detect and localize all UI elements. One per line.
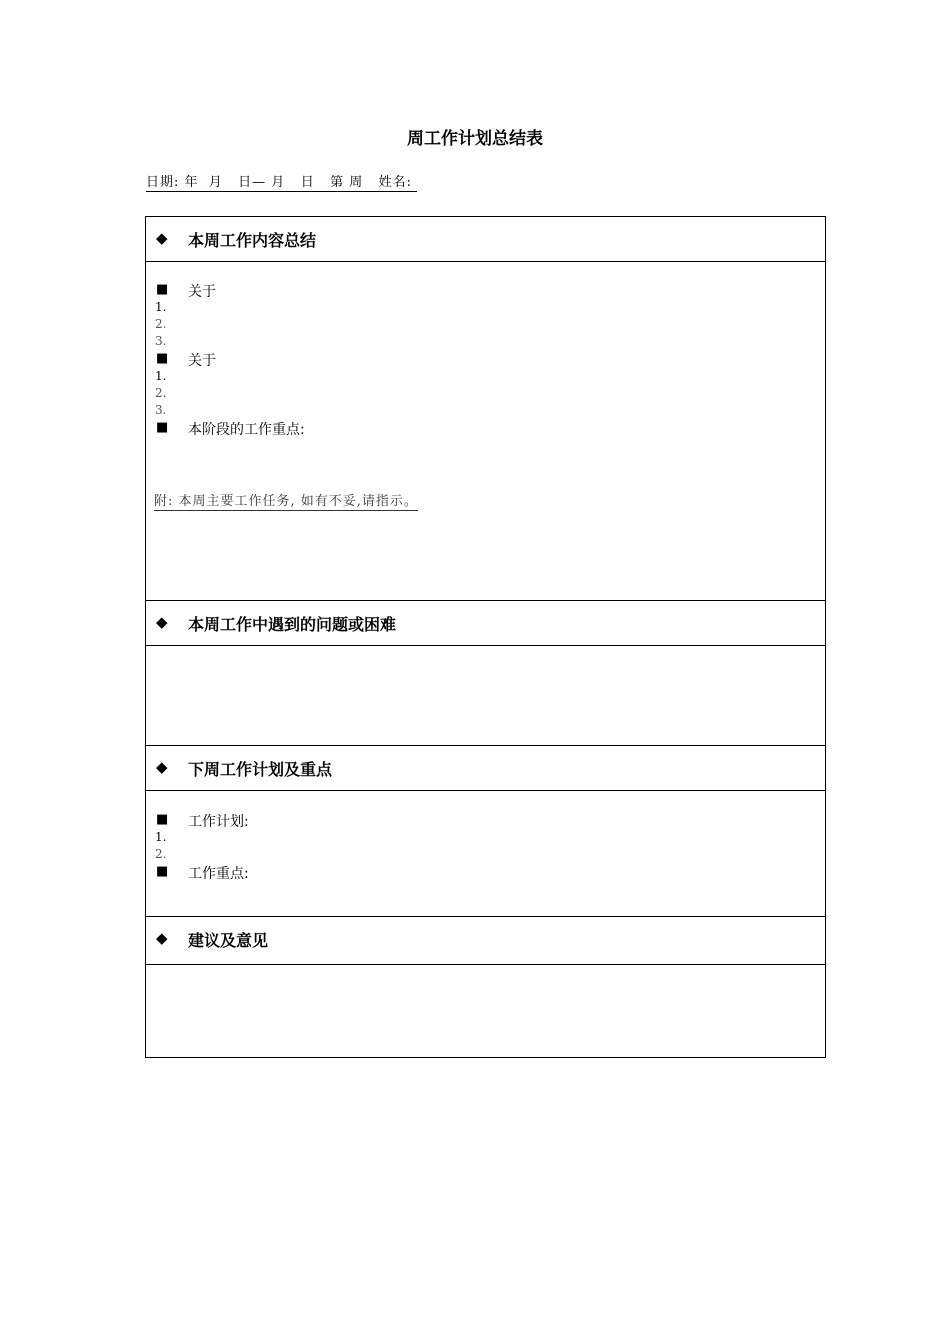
list-number: 1.	[155, 830, 167, 844]
diamond-bullet-icon: ◆	[156, 929, 168, 947]
section-body-summary	[146, 262, 825, 601]
square-bullet-icon: ■	[156, 864, 169, 879]
section-body-problems	[146, 646, 825, 746]
diamond-bullet-icon: ◆	[156, 613, 168, 631]
footnote: 附: 本周主要工作任务, 如有不妥,请指示。	[154, 490, 418, 511]
square-bullet-icon: ■	[156, 420, 169, 435]
section-header-problems	[146, 601, 825, 646]
list-number: 1.	[155, 300, 167, 314]
list-number: 1.	[155, 369, 167, 383]
list-number: 2.	[155, 317, 167, 331]
square-bullet-icon: ■	[156, 282, 169, 297]
item-label: 关于	[188, 353, 216, 369]
section-title: 建议及意见	[188, 931, 269, 950]
section-title: 下周工作计划及重点	[188, 760, 333, 779]
square-bullet-icon: ■	[156, 351, 169, 366]
section-title: 本周工作中遇到的问题或困难	[188, 615, 397, 634]
diamond-bullet-icon: ◆	[156, 758, 168, 776]
list-number: 2.	[155, 386, 167, 400]
list-number: 3.	[155, 334, 167, 348]
date-name-line: 日期: 年 月 日— 月 日 第 周 姓名:	[146, 171, 417, 192]
item-label: 本阶段的工作重点:	[188, 422, 305, 438]
item-label: 工作重点:	[188, 866, 249, 882]
list-number: 3.	[155, 403, 167, 417]
list-number: 2.	[155, 847, 167, 861]
page-title: 周工作计划总结表	[407, 129, 543, 149]
section-title: 本周工作内容总结	[188, 231, 317, 250]
weekly-plan-table	[145, 216, 826, 1058]
section-header-next-week	[146, 746, 825, 791]
item-label: 工作计划:	[188, 814, 249, 830]
section-header-summary	[146, 217, 825, 262]
section-body-suggestions	[146, 965, 825, 1057]
item-label: 关于	[188, 284, 216, 300]
section-header-suggestions	[146, 917, 825, 965]
diamond-bullet-icon: ◆	[156, 229, 168, 247]
square-bullet-icon: ■	[156, 812, 169, 827]
section-body-next-week	[146, 791, 825, 917]
